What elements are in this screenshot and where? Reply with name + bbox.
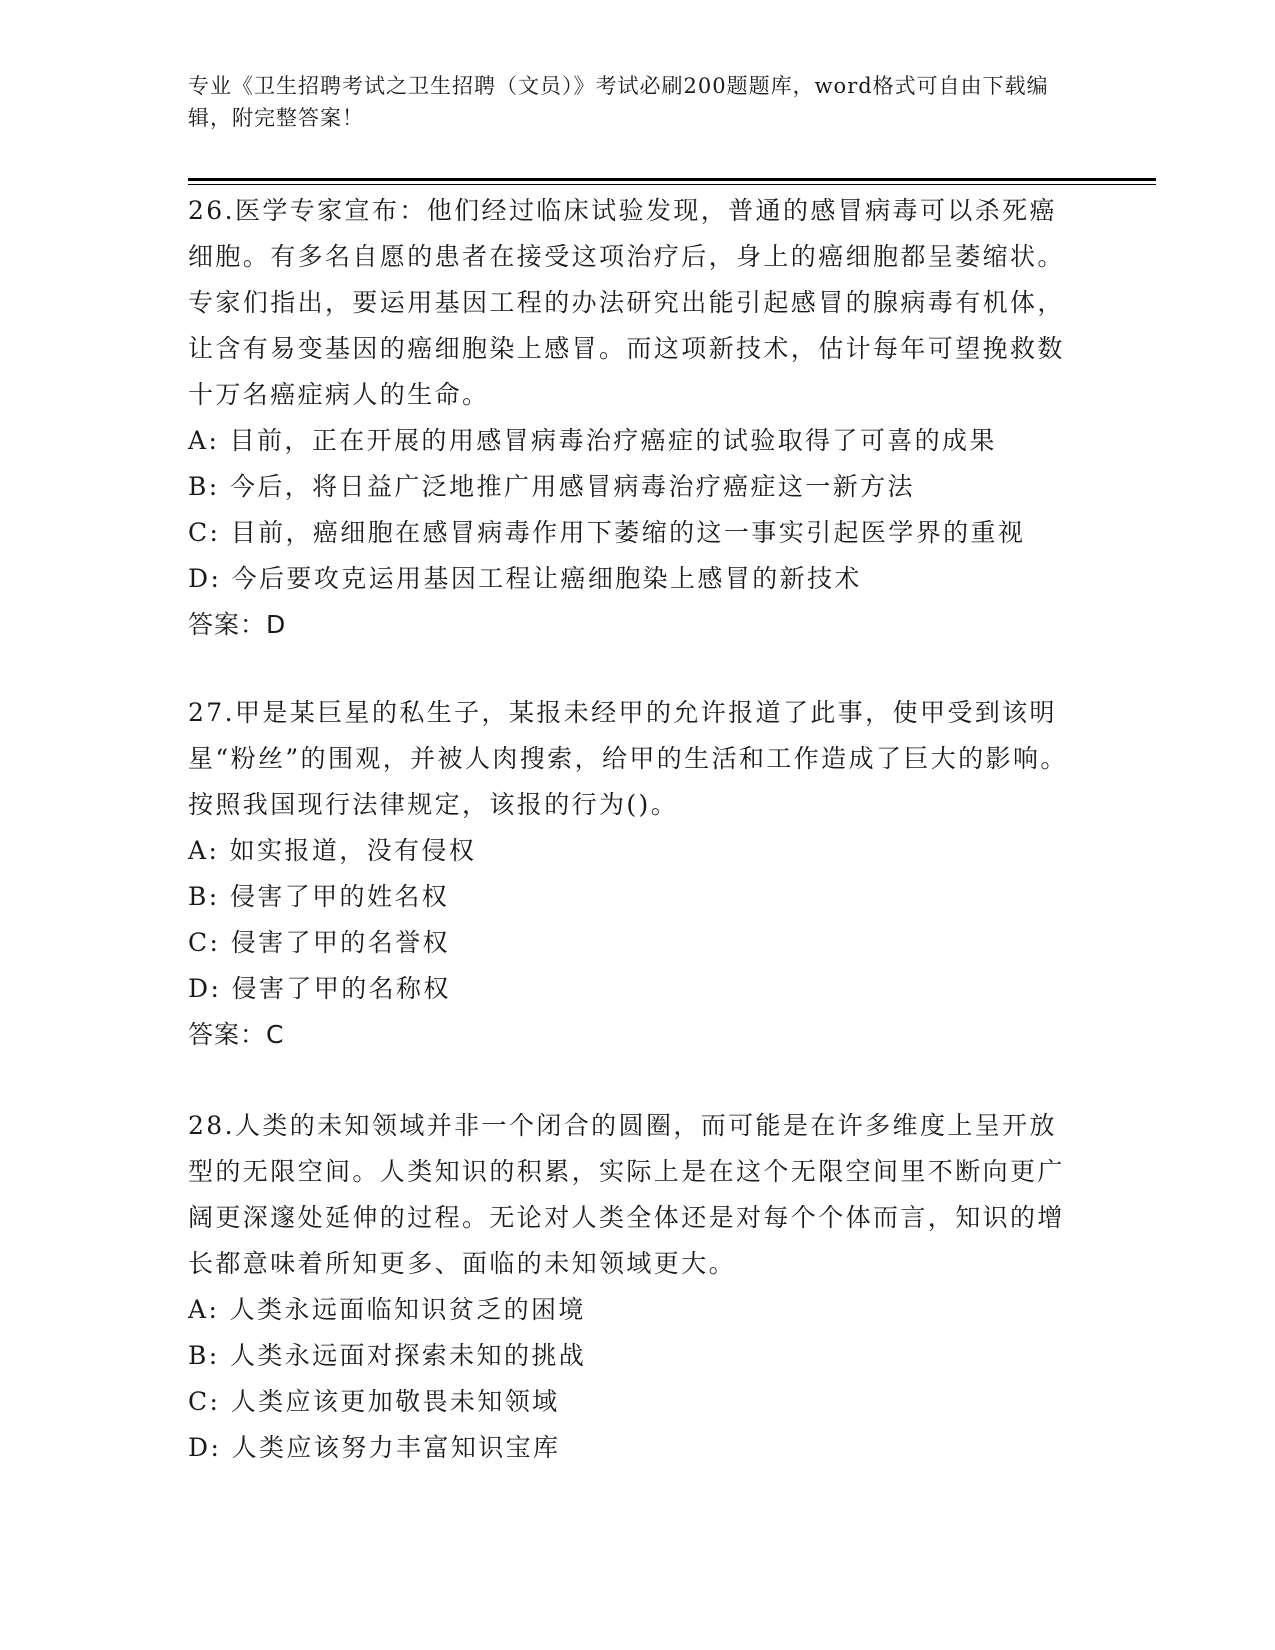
question-28	[188, 1103, 1078, 1471]
header-divider-thin	[188, 184, 1156, 185]
document-header: 专业《卫生招聘考试之卫生招聘（文员）》考试必刷200题题库，word格式可自由下载编辑，附完整答案！	[188, 74, 1049, 130]
option-d: D: 今后要攻克运用基因工程让癌细胞染上感冒的新技术	[188, 564, 862, 593]
question-stem: 26.医学专家宣布：他们经过临床试验发现，普通的感冒病毒可以杀死癌细胞。有多名自愿的患者在接受这项治疗后，身上的癌细胞都呈萎缩状。专家们指出，要运用基因工程的办法研究出能引起感冒的腺病毒有机体，让含有易变基因的癌细胞染上感冒。而这项新技术，估计每年可望挽救数十万名癌症病人的生命。	[188, 196, 1065, 409]
option-c: C: 侵害了甲的名誉权	[188, 928, 450, 957]
question-stem: 27.甲是某巨星的私生子，某报未经甲的允许报道了此事，使甲受到该明星“粉丝”的围观，并被人肉搜索，给甲的生活和工作造成了巨大的影响。按照我国现行法律规定，该报的行为()。	[188, 698, 1068, 819]
answer-line: 答案：C	[188, 1020, 285, 1049]
option-b: B: 今后，将日益广泛地推广用感冒病毒治疗癌症这一新方法	[188, 472, 915, 501]
option-a: A: 目前，正在开展的用感冒病毒治疗癌症的试验取得了可喜的成果	[188, 426, 997, 455]
option-a: A: 人类永远面临知识贫乏的困境	[188, 1295, 586, 1324]
option-d: D: 侵害了甲的名称权	[188, 974, 451, 1003]
header-divider-thick	[188, 178, 1156, 181]
question-stem: 28.人类的未知领域并非一个闭合的圆圈，而可能是在许多维度上呈开放型的无限空间。人类知识的积累，实际上是在这个无限空间里不断向更广阔更深邃处延伸的过程。无论对人类全体还是对每个个体而言，知识的增长都意味着所知更多、面临的未知领域更大。	[188, 1111, 1065, 1278]
option-c: C: 目前，癌细胞在感冒病毒作用下萎缩的这一事实引起医学界的重视	[188, 518, 1026, 547]
question-26	[188, 188, 1078, 648]
question-27	[188, 690, 1078, 1058]
option-b: B: 人类永远面对探索未知的挑战	[188, 1341, 587, 1370]
option-d: D: 人类应该努力丰富知识宝库	[188, 1433, 561, 1462]
option-a: A: 如实报道，没有侵权	[188, 836, 477, 865]
option-c: C: 人类应该更加敬畏未知领域	[188, 1387, 560, 1416]
option-b: B: 侵害了甲的姓名权	[188, 882, 450, 911]
answer-line: 答案：D	[188, 610, 287, 639]
